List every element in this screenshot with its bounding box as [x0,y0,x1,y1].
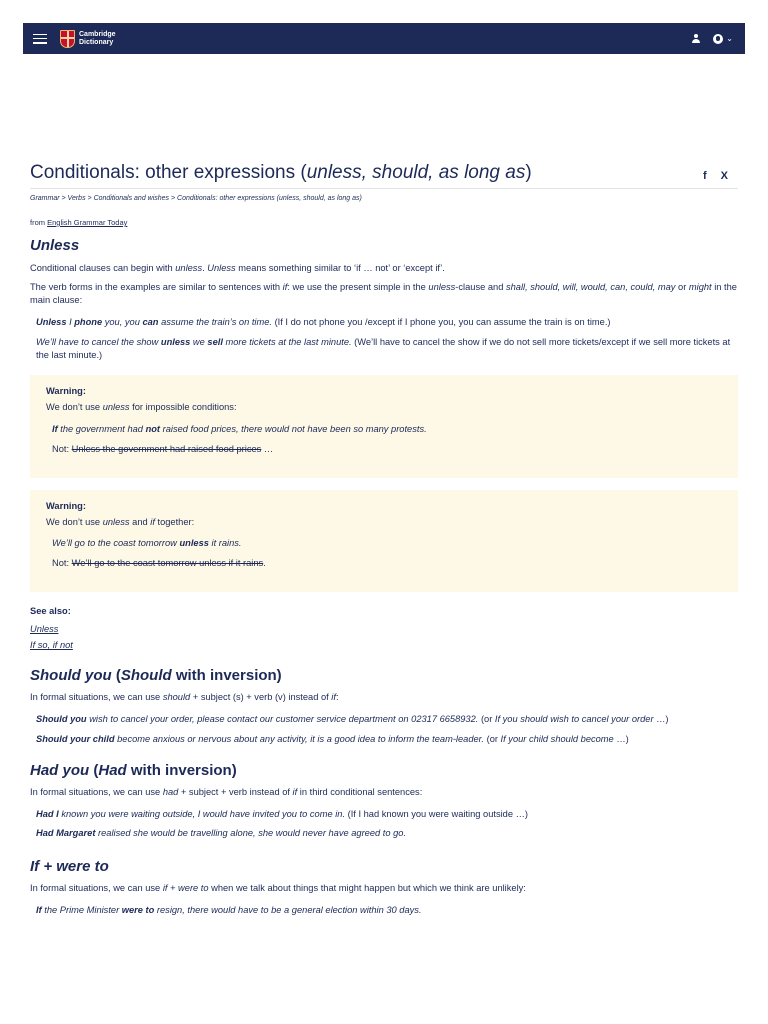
see-also-link-if-so[interactable]: If so, if not [30,640,73,650]
breadcrumb-verbs[interactable]: Verbs [67,195,86,202]
x-icon[interactable]: X [720,170,728,182]
incorrect-example: Not: Unless the government had raised food prices … [52,444,274,454]
section-heading-should: Should you (Should with inversion) [30,667,282,684]
breadcrumb: Grammar > Verbs > Conditionals and wishes > Conditionals: other expressions (unless, should, as long as) [30,195,362,202]
user-icon[interactable] [691,34,701,44]
source-line: from English Grammar Today [30,218,128,227]
globe-icon [713,34,723,44]
cambridge-logo[interactable] [60,30,116,48]
breadcrumb-current[interactable]: Conditionals: other expressions (unless, should, as long as) [177,195,362,202]
should-intro: In formal situations, we can use should + subject (s) + verb (v) instead of if: [30,692,339,702]
unless-intro: Conditional clauses can begin with unless. Unless means something similar to ‘if … not’ or ‘except if’. [30,263,445,273]
section-heading-unless: Unless [30,237,80,254]
example: Should you wish to cancel your order, please contact our customer service department on 02317 6658932. (or If you should wish to cancel your order …) [36,714,669,724]
had-intro: In formal situations, we can use had + subject + verb instead of if in third conditional sentences: [30,787,423,797]
warning-box [30,375,738,478]
if-were-to-intro: In formal situations, we can use if + were to when we talk about things that might happen but which we think are unlikely: [30,883,526,893]
section-heading-had: Had you (Had with inversion) [30,762,237,779]
menu-icon[interactable] [33,34,47,44]
warning-box [30,490,738,592]
logo-line2: Dictionary [79,38,114,46]
warning-title: Warning: [46,501,86,511]
see-also-title: See also: [30,606,71,616]
main-content [30,162,738,917]
facebook-icon[interactable]: f [702,170,707,182]
example: We’ll have to cancel the show unless we sell more tickets at the last minute. (We’ll have to cancel the show if we do not sell more tickets/except if we sell more tickets at the last minute.) [36,337,731,360]
incorrect-example: Not: We’ll go to the coast tomorrow unless if it rains. [52,558,266,568]
crest-icon [60,30,75,48]
chevron-down-icon: ⌄ [726,34,733,43]
page-title: Conditionals: other expressions (unless, should, as long as) [30,162,532,183]
source-link[interactable]: English Grammar Today [47,218,128,227]
example: Should your child become anxious or nervous about any activity, it is a good idea to inform the team-leader. (or If your child should become …) [36,734,629,744]
example: Had Margaret realised she would be travelling alone, she would never have agreed to go. [36,828,407,838]
warning-text: We don’t use unless for impossible conditions: [46,402,237,412]
example: If the government had not raised food prices, there would not have been so many protests. [52,424,427,434]
example: If the Prime Minister were to resign, there would have to be a general election within 30 days. [36,905,422,915]
top-bar [23,23,745,54]
unless-verb-forms: The verb forms in the examples are similar to sentences with if: we use the present simple in the unless-clause and shall, should, will, would, can, could, may or might in the main clause: [30,282,737,305]
section-heading-if-were-to: If + were to [30,858,109,875]
breadcrumb-grammar[interactable]: Grammar [30,195,60,202]
warning-title: Warning: [46,386,86,396]
breadcrumb-conditionals[interactable]: Conditionals and wishes [93,195,170,202]
language-selector[interactable] [713,34,733,44]
logo-line1: Cambridge [79,30,116,38]
example: Unless I phone you, you can assume the train’s on time. (If I do not phone you /except if I phone you, you can assume the train is on time.) [36,317,611,327]
example: Had I known you were waiting outside, I would have invited you to come in. (If I had known you were waiting outside …) [36,809,528,819]
warning-text: We don’t use unless and if together: [46,517,195,527]
example: We’ll go to the coast tomorrow unless it rains. [52,538,242,548]
see-also-link-unless[interactable]: Unless [30,624,59,634]
